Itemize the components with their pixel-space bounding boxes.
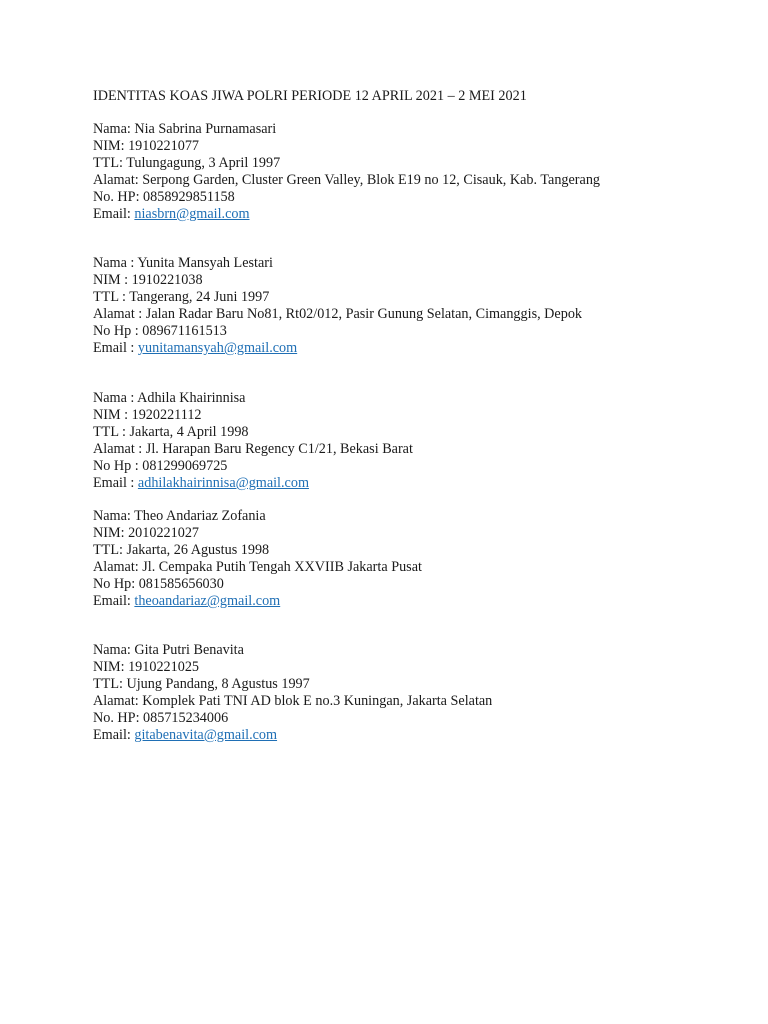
identity-entry [93, 390, 413, 492]
entry-nim: NIM : 1920221112 [93, 407, 202, 423]
entry-nim: NIM : 1910221038 [93, 272, 203, 288]
entry-phone: No Hp : 089671161513 [93, 323, 227, 339]
entry-nim: NIM: 2010221027 [93, 525, 200, 541]
identity-entry [93, 508, 422, 610]
entry-email-label: Email: [93, 593, 135, 609]
entry-email-line [93, 727, 492, 744]
entry-name: Nama : Adhila Khairinnisa [93, 390, 246, 406]
entry-phone: No. HP: 085715234006 [93, 710, 229, 726]
entry-ttl: TTL: Jakarta, 26 Agustus 1998 [93, 542, 270, 558]
entry-phone: No Hp: 081585656030 [93, 576, 224, 592]
entry-email-line [93, 475, 413, 492]
entry-email-label: Email : [93, 475, 138, 491]
identity-entry [93, 121, 600, 223]
entry-name: Nama: Gita Putri Benavita [93, 642, 244, 658]
entry-email-label: Email: [93, 727, 135, 743]
entry-ttl: TTL : Tangerang, 24 Juni 1997 [93, 289, 270, 305]
entry-email-label: Email : [93, 340, 138, 356]
entry-address: Alamat : Jl. Harapan Baru Regency C1/21, Bekasi Barat [93, 441, 413, 457]
entry-email-link[interactable]: adhilakhairinnisa@gmail.com [137, 475, 309, 491]
entry-email-link[interactable]: niasbrn@gmail.com [134, 206, 250, 222]
document-title: IDENTITAS KOAS JIWA POLRI PERIODE 12 APRIL 2021 – 2 MEI 2021 [93, 88, 527, 104]
entry-ttl: TTL : Jakarta, 4 April 1998 [93, 424, 249, 440]
entry-nim: NIM: 1910221025 [93, 659, 200, 675]
entry-email-link[interactable]: theoandariaz@gmail.com [134, 593, 281, 609]
entry-address: Alamat : Jalan Radar Baru No81, Rt02/012, Pasir Gunung Selatan, Cimanggis, Depok [93, 306, 583, 322]
entry-ttl: TTL: Tulungagung, 3 April 1997 [93, 155, 281, 171]
entry-email-line [93, 593, 422, 610]
identity-entry [93, 255, 582, 357]
entry-email-line [93, 206, 600, 223]
entry-name: Nama : Yunita Mansyah Lestari [93, 255, 273, 271]
entry-address: Alamat: Serpong Garden, Cluster Green Valley, Blok E19 no 12, Cisauk, Kab. Tangerang [93, 172, 601, 188]
entry-name: Nama: Nia Sabrina Purnamasari [93, 121, 277, 137]
entry-address: Alamat: Komplek Pati TNI AD blok E no.3 Kuningan, Jakarta Selatan [93, 693, 493, 709]
entry-nim: NIM: 1910221077 [93, 138, 200, 154]
entry-phone: No. HP: 0858929851158 [93, 189, 235, 205]
entry-address: Alamat: Jl. Cempaka Putih Tengah XXVIIB Jakarta Pusat [93, 559, 422, 575]
entry-ttl: TTL: Ujung Pandang, 8 Agustus 1997 [93, 676, 310, 692]
entry-email-link[interactable]: yunitamansyah@gmail.com [137, 340, 298, 356]
identity-entry [93, 642, 492, 744]
entry-email-link[interactable]: gitabenavita@gmail.com [134, 727, 278, 743]
entry-phone: No Hp : 081299069725 [93, 458, 228, 474]
entry-name: Nama: Theo Andariaz Zofania [93, 508, 266, 524]
entry-email-line [93, 340, 582, 357]
entry-email-label: Email: [93, 206, 135, 222]
